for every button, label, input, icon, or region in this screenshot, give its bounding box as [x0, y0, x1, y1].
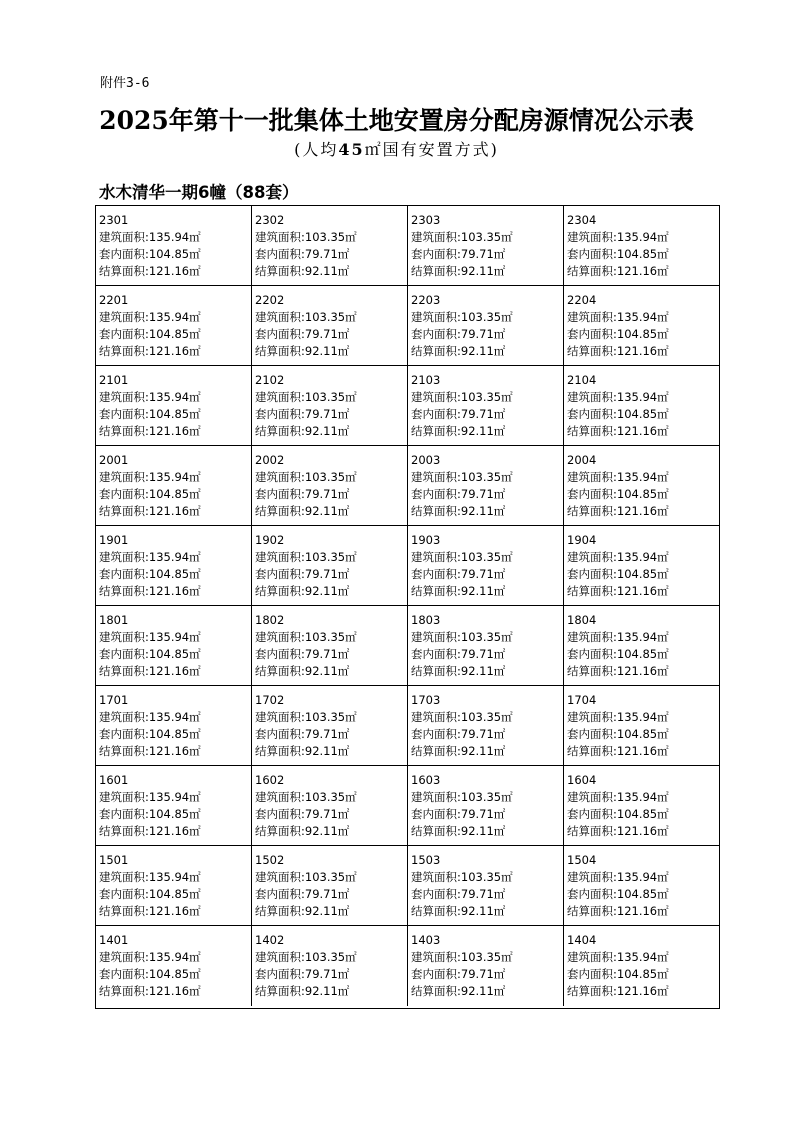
settlement-area: 结算面积:92.11㎡ [255, 264, 350, 278]
settlement-area: 结算面积:121.16㎡ [99, 984, 201, 998]
attachment-label: 附件3-6 [100, 76, 150, 91]
inner-area: 套内面积:104.85㎡ [567, 887, 669, 901]
unit-number: 1903 [411, 533, 441, 547]
unit-number: 1802 [255, 613, 285, 627]
unit-number: 2001 [99, 453, 129, 467]
unit-number: 1403 [411, 933, 441, 947]
built-area: 建筑面积:135.94㎡ [99, 550, 201, 564]
inner-area: 套内面积:79.71㎡ [411, 407, 506, 421]
built-area: 建筑面积:103.35㎡ [411, 230, 513, 244]
inner-area: 套内面积:79.71㎡ [411, 967, 506, 981]
unit-cell [564, 446, 719, 526]
built-area: 建筑面积:135.94㎡ [567, 630, 669, 644]
unit-number: 1501 [99, 853, 129, 867]
unit-cell [408, 526, 564, 606]
unit-cell [252, 206, 408, 286]
unit-table [95, 205, 720, 1009]
inner-area: 套内面积:79.71㎡ [255, 327, 350, 341]
unit-cell [564, 606, 719, 686]
unit-cell [252, 926, 408, 1006]
unit-number: 1502 [255, 853, 285, 867]
unit-cell [564, 366, 719, 446]
built-area: 建筑面积:135.94㎡ [567, 550, 669, 564]
unit-cell [564, 926, 719, 1006]
settlement-area: 结算面积:92.11㎡ [255, 744, 350, 758]
unit-cell [408, 926, 564, 1006]
built-area: 建筑面积:103.35㎡ [411, 630, 513, 644]
inner-area: 套内面积:104.85㎡ [567, 727, 669, 741]
built-area: 建筑面积:103.35㎡ [255, 790, 357, 804]
settlement-area: 结算面积:121.16㎡ [99, 664, 201, 678]
unit-number: 2201 [99, 293, 129, 307]
built-area: 建筑面积:103.35㎡ [411, 310, 513, 324]
settlement-area: 结算面积:92.11㎡ [411, 904, 506, 918]
inner-area: 套内面积:79.71㎡ [255, 727, 350, 741]
inner-area: 套内面积:104.85㎡ [567, 247, 669, 261]
subtitle-prefix: (人均 [294, 140, 339, 159]
built-area: 建筑面积:135.94㎡ [567, 790, 669, 804]
unit-number: 1602 [255, 773, 285, 787]
settlement-area: 结算面积:92.11㎡ [411, 824, 506, 838]
settlement-area: 结算面积:92.11㎡ [411, 584, 506, 598]
unit-number: 1601 [99, 773, 129, 787]
settlement-area: 结算面积:92.11㎡ [411, 664, 506, 678]
unit-cell [252, 446, 408, 526]
inner-area: 套内面积:104.85㎡ [99, 567, 201, 581]
unit-number: 2102 [255, 373, 285, 387]
unit-cell [252, 766, 408, 846]
unit-number: 1901 [99, 533, 129, 547]
built-area: 建筑面积:135.94㎡ [99, 230, 201, 244]
inner-area: 套内面积:79.71㎡ [255, 967, 350, 981]
unit-cell [408, 206, 564, 286]
settlement-area: 结算面积:92.11㎡ [255, 904, 350, 918]
unit-number: 2203 [411, 293, 441, 307]
unit-cell [408, 446, 564, 526]
inner-area: 套内面积:79.71㎡ [255, 647, 350, 661]
inner-area: 套内面积:79.71㎡ [411, 887, 506, 901]
unit-number: 1401 [99, 933, 129, 947]
settlement-area: 结算面积:121.16㎡ [567, 744, 669, 758]
unit-cell [252, 286, 408, 366]
unit-cell [408, 606, 564, 686]
built-area: 建筑面积:103.35㎡ [255, 470, 357, 484]
built-area: 建筑面积:135.94㎡ [567, 870, 669, 884]
page-subtitle [0, 137, 793, 160]
built-area: 建筑面积:103.35㎡ [255, 230, 357, 244]
unit-cell [564, 286, 719, 366]
building-heading: 水木清华一期6幢（88套） [99, 183, 299, 202]
unit-cell [564, 846, 719, 926]
unit-cell [96, 846, 252, 926]
unit-number: 1604 [567, 773, 597, 787]
inner-area: 套内面积:79.71㎡ [411, 247, 506, 261]
unit-cell [252, 526, 408, 606]
built-area: 建筑面积:103.35㎡ [411, 390, 513, 404]
inner-area: 套内面积:79.71㎡ [411, 487, 506, 501]
settlement-area: 结算面积:92.11㎡ [255, 584, 350, 598]
unit-cell [252, 366, 408, 446]
settlement-area: 结算面积:121.16㎡ [99, 584, 201, 598]
settlement-area: 结算面积:121.16㎡ [99, 264, 201, 278]
unit-cell [96, 606, 252, 686]
unit-number: 2104 [567, 373, 597, 387]
unit-number: 1603 [411, 773, 441, 787]
unit-cell [96, 366, 252, 446]
inner-area: 套内面积:104.85㎡ [99, 807, 201, 821]
built-area: 建筑面积:135.94㎡ [99, 630, 201, 644]
settlement-area: 结算面积:92.11㎡ [255, 984, 350, 998]
unit-number: 2003 [411, 453, 441, 467]
settlement-area: 结算面积:92.11㎡ [411, 264, 506, 278]
inner-area: 套内面积:79.71㎡ [255, 887, 350, 901]
settlement-area: 结算面积:121.16㎡ [567, 824, 669, 838]
unit-number: 2103 [411, 373, 441, 387]
settlement-area: 结算面积:92.11㎡ [255, 344, 350, 358]
unit-number: 1402 [255, 933, 285, 947]
unit-number: 1702 [255, 693, 285, 707]
unit-cell [252, 686, 408, 766]
subtitle-suffix: ㎡国有安置方式) [364, 140, 499, 159]
inner-area: 套内面积:104.85㎡ [567, 407, 669, 421]
unit-number: 2004 [567, 453, 597, 467]
settlement-area: 结算面积:121.16㎡ [99, 904, 201, 918]
inner-area: 套内面积:79.71㎡ [255, 247, 350, 261]
unit-number: 1902 [255, 533, 285, 547]
unit-cell [96, 766, 252, 846]
unit-number: 1803 [411, 613, 441, 627]
settlement-area: 结算面积:92.11㎡ [411, 344, 506, 358]
inner-area: 套内面积:104.85㎡ [99, 967, 201, 981]
unit-number: 1704 [567, 693, 597, 707]
settlement-area: 结算面积:92.11㎡ [255, 504, 350, 518]
inner-area: 套内面积:104.85㎡ [567, 807, 669, 821]
settlement-area: 结算面积:121.16㎡ [567, 904, 669, 918]
settlement-area: 结算面积:121.16㎡ [99, 824, 201, 838]
inner-area: 套内面积:104.85㎡ [99, 887, 201, 901]
unit-cell [408, 686, 564, 766]
unit-cell [564, 686, 719, 766]
settlement-area: 结算面积:121.16㎡ [567, 264, 669, 278]
inner-area: 套内面积:79.71㎡ [255, 487, 350, 501]
unit-number: 1404 [567, 933, 597, 947]
inner-area: 套内面积:79.71㎡ [255, 407, 350, 421]
built-area: 建筑面积:135.94㎡ [567, 710, 669, 724]
built-area: 建筑面积:103.35㎡ [411, 950, 513, 964]
built-area: 建筑面积:135.94㎡ [99, 950, 201, 964]
settlement-area: 结算面积:92.11㎡ [411, 744, 506, 758]
built-area: 建筑面积:103.35㎡ [411, 790, 513, 804]
built-area: 建筑面积:103.35㎡ [411, 470, 513, 484]
built-area: 建筑面积:135.94㎡ [99, 390, 201, 404]
inner-area: 套内面积:79.71㎡ [411, 327, 506, 341]
unit-cell [564, 526, 719, 606]
built-area: 建筑面积:135.94㎡ [567, 230, 669, 244]
built-area: 建筑面积:103.35㎡ [255, 950, 357, 964]
unit-cell [564, 766, 719, 846]
settlement-area: 结算面积:121.16㎡ [99, 344, 201, 358]
unit-number: 2101 [99, 373, 129, 387]
unit-number: 1701 [99, 693, 129, 707]
settlement-area: 结算面积:121.16㎡ [567, 984, 669, 998]
settlement-area: 结算面积:121.16㎡ [567, 664, 669, 678]
page-title: 2025年第十一批集体土地安置房分配房源情况公示表 [99, 106, 694, 135]
inner-area: 套内面积:79.71㎡ [255, 567, 350, 581]
unit-number: 2302 [255, 213, 285, 227]
unit-cell [96, 446, 252, 526]
inner-area: 套内面积:104.85㎡ [99, 727, 201, 741]
settlement-area: 结算面积:121.16㎡ [567, 584, 669, 598]
unit-cell [252, 606, 408, 686]
unit-cell [408, 846, 564, 926]
unit-number: 2303 [411, 213, 441, 227]
unit-number: 2002 [255, 453, 285, 467]
built-area: 建筑面积:135.94㎡ [99, 310, 201, 324]
settlement-area: 结算面积:121.16㎡ [99, 744, 201, 758]
settlement-area: 结算面积:121.16㎡ [99, 424, 201, 438]
settlement-area: 结算面积:92.11㎡ [411, 504, 506, 518]
settlement-area: 结算面积:121.16㎡ [567, 344, 669, 358]
inner-area: 套内面积:104.85㎡ [567, 967, 669, 981]
settlement-area: 结算面积:121.16㎡ [567, 504, 669, 518]
unit-number: 1801 [99, 613, 129, 627]
inner-area: 套内面积:79.71㎡ [411, 567, 506, 581]
built-area: 建筑面积:103.35㎡ [255, 630, 357, 644]
unit-number: 2204 [567, 293, 597, 307]
built-area: 建筑面积:103.35㎡ [411, 710, 513, 724]
unit-number: 1904 [567, 533, 597, 547]
unit-number: 2304 [567, 213, 597, 227]
inner-area: 套内面积:104.85㎡ [99, 247, 201, 261]
unit-cell [408, 286, 564, 366]
built-area: 建筑面积:135.94㎡ [99, 470, 201, 484]
settlement-area: 结算面积:121.16㎡ [99, 504, 201, 518]
settlement-area: 结算面积:92.11㎡ [255, 824, 350, 838]
unit-number: 1504 [567, 853, 597, 867]
unit-cell [564, 206, 719, 286]
built-area: 建筑面积:103.35㎡ [255, 310, 357, 324]
inner-area: 套内面积:104.85㎡ [567, 567, 669, 581]
inner-area: 套内面积:104.85㎡ [99, 647, 201, 661]
built-area: 建筑面积:103.35㎡ [255, 390, 357, 404]
built-area: 建筑面积:103.35㎡ [255, 870, 357, 884]
built-area: 建筑面积:135.94㎡ [567, 390, 669, 404]
inner-area: 套内面积:104.85㎡ [99, 327, 201, 341]
built-area: 建筑面积:103.35㎡ [411, 870, 513, 884]
inner-area: 套内面积:104.85㎡ [99, 407, 201, 421]
built-area: 建筑面积:135.94㎡ [99, 790, 201, 804]
inner-area: 套内面积:104.85㎡ [567, 647, 669, 661]
built-area: 建筑面积:135.94㎡ [567, 950, 669, 964]
inner-area: 套内面积:104.85㎡ [567, 487, 669, 501]
unit-number: 1503 [411, 853, 441, 867]
unit-cell [408, 366, 564, 446]
settlement-area: 结算面积:92.11㎡ [255, 664, 350, 678]
settlement-area: 结算面积:121.16㎡ [567, 424, 669, 438]
inner-area: 套内面积:79.71㎡ [411, 727, 506, 741]
unit-number: 1804 [567, 613, 597, 627]
unit-cell [96, 926, 252, 1006]
subtitle-number: 45 [338, 140, 365, 159]
unit-cell [96, 686, 252, 766]
unit-cell [96, 526, 252, 606]
unit-cell [408, 766, 564, 846]
built-area: 建筑面积:103.35㎡ [255, 710, 357, 724]
inner-area: 套内面积:79.71㎡ [411, 647, 506, 661]
unit-number: 2202 [255, 293, 285, 307]
settlement-area: 结算面积:92.11㎡ [411, 984, 506, 998]
settlement-area: 结算面积:92.11㎡ [255, 424, 350, 438]
unit-cell [96, 286, 252, 366]
built-area: 建筑面积:103.35㎡ [255, 550, 357, 564]
unit-cell [96, 206, 252, 286]
unit-cell [252, 846, 408, 926]
settlement-area: 结算面积:92.11㎡ [411, 424, 506, 438]
built-area: 建筑面积:135.94㎡ [567, 470, 669, 484]
built-area: 建筑面积:135.94㎡ [99, 710, 201, 724]
unit-number: 1703 [411, 693, 441, 707]
built-area: 建筑面积:103.35㎡ [411, 550, 513, 564]
inner-area: 套内面积:104.85㎡ [567, 327, 669, 341]
inner-area: 套内面积:79.71㎡ [411, 807, 506, 821]
inner-area: 套内面积:104.85㎡ [99, 487, 201, 501]
built-area: 建筑面积:135.94㎡ [99, 870, 201, 884]
inner-area: 套内面积:79.71㎡ [255, 807, 350, 821]
unit-number: 2301 [99, 213, 129, 227]
built-area: 建筑面积:135.94㎡ [567, 310, 669, 324]
